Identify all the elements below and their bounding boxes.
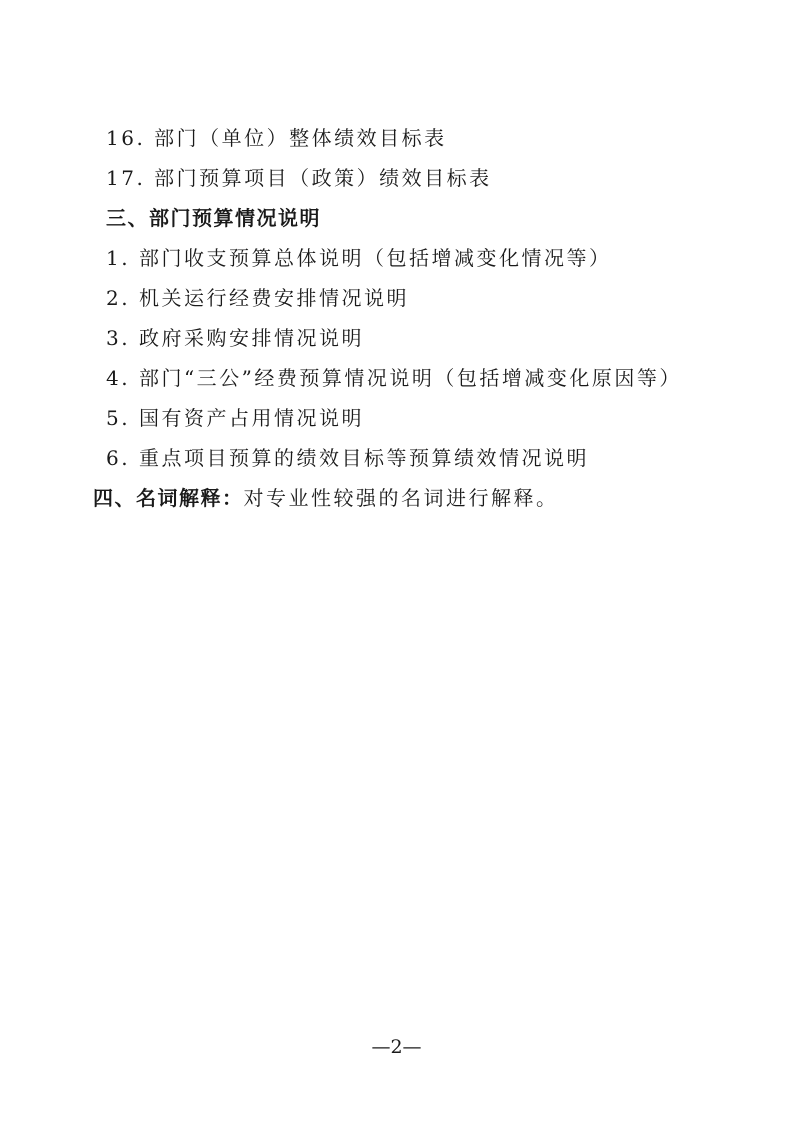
list-item-government-procurement: 3. 政府采购安排情况说明 — [106, 326, 364, 350]
list-item-operating-expenses: 2. 机关运行经费安排情况说明 — [106, 286, 409, 310]
list-item-key-project-performance: 6. 重点项目预算的绩效目标等预算绩效情况说明 — [106, 446, 589, 470]
list-item-budget-overview: 1. 部门收支预算总体说明（包括增减变化情况等） — [106, 246, 612, 270]
glossary-description: 对专业性较强的名词进行解释。 — [243, 486, 559, 510]
section-heading-glossary: 四、名词解释： — [93, 486, 244, 510]
section-heading-budget-explanation: 三、部门预算情况说明 — [106, 206, 321, 230]
section-glossary — [93, 486, 559, 510]
list-item-state-assets: 5. 国有资产占用情况说明 — [106, 406, 364, 430]
list-item-three-public-expenses: 4. 部门“三公”经费预算情况说明（包括增减变化原因等） — [106, 366, 682, 390]
page-number: —2— — [371, 1036, 422, 1058]
list-item-project-performance-table: 17. 部门预算项目（政策）绩效目标表 — [106, 166, 492, 190]
list-item-performance-target-table: 16. 部门（单位）整体绩效目标表 — [106, 126, 447, 150]
